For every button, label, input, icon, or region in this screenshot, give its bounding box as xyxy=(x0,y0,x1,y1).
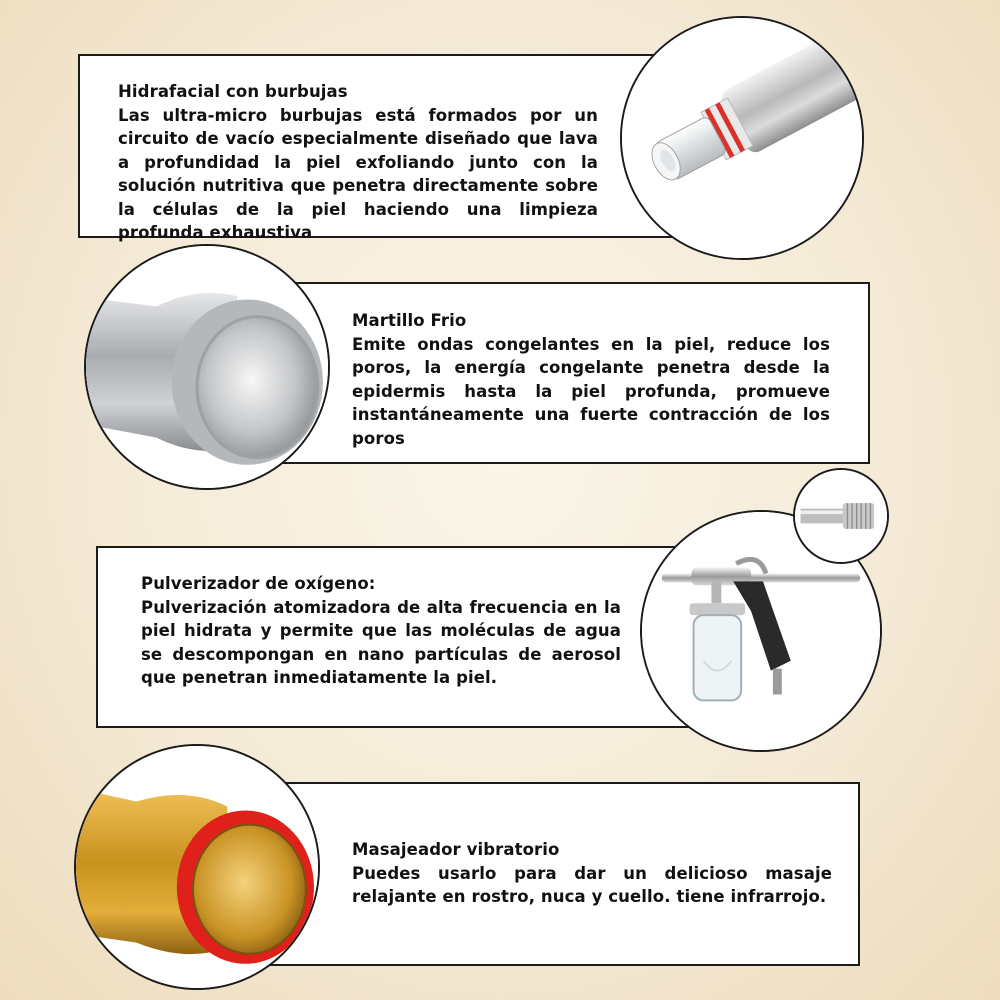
feature-card-martillo-frio xyxy=(270,282,870,464)
feature-title: Hidrafacial con burbujas xyxy=(118,82,348,101)
feature-title: Masajeador vibratorio xyxy=(352,840,560,859)
feature-title: Martillo Frio xyxy=(352,311,467,330)
cold-hammer-image xyxy=(84,244,330,490)
nozzle-illustration xyxy=(795,470,887,562)
feature-body: Pulverización atomizadora de alta frecuencia en la piel hidrata y permite que las moléculas de agua se descompongan en nano partículas de aerosol que penetran inmediatamente la piel. xyxy=(141,597,621,687)
spray-nozzle-detail-image xyxy=(793,468,889,564)
feature-body: Emite ondas congelantes en la piel, reduce los poros, la energía congelante penetra desde la epidermis hasta la piel profunda, promueve instantáneamente una fuerte contracción de los poros xyxy=(352,334,830,448)
vibrating-massager-image xyxy=(74,744,320,990)
feature-card-pulverizador xyxy=(96,546,696,728)
feature-title: Pulverizador de oxígeno: xyxy=(141,574,376,593)
feature-card-hidrafacial xyxy=(78,54,678,242)
feature-text xyxy=(118,80,598,245)
feature-text xyxy=(352,838,832,909)
feature-text xyxy=(141,572,621,690)
hydrafacial-tip-image xyxy=(620,16,864,260)
feature-body: Puedes usarlo para dar un delicioso masaje relajante en rostro, nuca y cuello. tiene infrarrojo. xyxy=(352,863,832,906)
feature-card-masajeador xyxy=(270,782,860,966)
hydrafacial-tip-illustration xyxy=(622,18,862,258)
feature-body: Las ultra-micro burbujas está formados por un circuito de vacío especialmente diseñado que lava a profundidad la piel exfoliando junto con la solución nutritiva que penetra directamente sobre la células de la piel haciendo una limpieza profunda exhaustiva xyxy=(118,105,598,242)
cold-hammer-illustration xyxy=(86,246,328,488)
massager-illustration xyxy=(76,746,318,988)
feature-text xyxy=(352,309,830,450)
